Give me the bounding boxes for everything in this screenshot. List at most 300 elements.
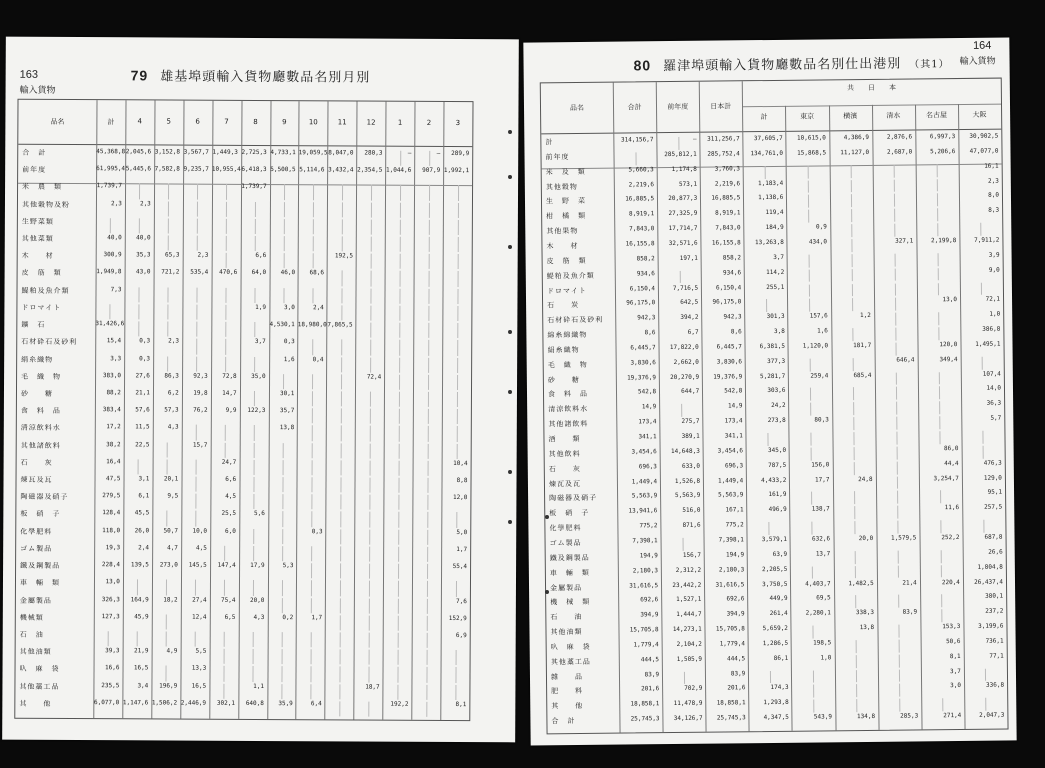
cell-value: 64,0 <box>251 269 267 277</box>
cell-value: 2,045,6 <box>125 148 152 156</box>
cell-value: 1,804,8 <box>977 563 1003 571</box>
cell-value: 68,6 <box>309 269 325 277</box>
empty-cell-mark <box>371 202 378 217</box>
cell-value: 5,0 <box>456 528 468 536</box>
empty-cell-mark <box>399 357 406 372</box>
cell-value: 26,6 <box>988 548 1003 556</box>
cell-value: 86,0 <box>943 444 959 453</box>
empty-cell-mark <box>369 581 376 596</box>
column-header: 日本計 <box>710 102 732 111</box>
table-number: 79 <box>130 67 149 84</box>
row-label: 柑 橘 類 <box>546 212 587 221</box>
table-row <box>541 133 1001 148</box>
cell-value: 45,9 <box>134 613 149 621</box>
cell-value: 273,8 <box>767 416 786 425</box>
cell-value: 10,4 <box>453 459 468 467</box>
empty-cell-mark <box>398 426 405 441</box>
cell-value: 449,9 <box>769 595 788 603</box>
empty-cell-mark <box>284 236 291 251</box>
cell-value: 10,615,0 <box>796 134 826 142</box>
empty-cell-mark <box>224 580 231 595</box>
empty-cell-mark <box>985 668 992 681</box>
cell-value: 5,3 <box>282 562 294 570</box>
empty-cell-mark <box>282 580 289 595</box>
column-header: 1 <box>397 118 403 127</box>
cell-value: 40,0 <box>136 234 151 242</box>
empty-cell-mark <box>898 595 905 608</box>
table-row <box>17 458 471 470</box>
empty-cell-mark <box>226 305 233 320</box>
empty-cell-mark <box>340 581 347 596</box>
empty-cell-mark <box>398 495 405 510</box>
empty-cell-mark <box>226 288 233 303</box>
group-header: 共 日 本 <box>846 83 897 93</box>
cell-value: 13,263,8 <box>754 238 784 247</box>
empty-cell-mark <box>168 304 175 319</box>
empty-cell-mark <box>284 202 291 217</box>
cell-value: 13,7 <box>815 550 831 558</box>
empty-cell-mark <box>809 254 816 267</box>
cell-value: 5,445,6 <box>125 165 152 173</box>
cell-value: 192,5 <box>334 252 354 260</box>
empty-cell-mark <box>340 443 347 458</box>
table-title <box>131 65 371 85</box>
cell-value: 2,104,2 <box>676 640 702 648</box>
cell-value: 692,6 <box>640 596 659 604</box>
cell-value: 6,6 <box>225 475 237 483</box>
empty-cell-mark <box>196 494 203 509</box>
column-header: 横濱 <box>843 112 858 121</box>
cell-value: 7,582,8 <box>154 165 180 173</box>
row-label: 石材砕石及砂利 <box>21 338 78 347</box>
cell-value: 14,7 <box>222 389 237 397</box>
cell-value: 542,8 <box>724 387 743 395</box>
cell-value: 1,044,6 <box>385 166 412 174</box>
row-label: 清涼飲料水 <box>548 405 589 414</box>
table-row <box>16 647 470 659</box>
cell-value: 3,7 <box>254 338 266 346</box>
row-label: 石 油 <box>550 613 583 622</box>
empty-cell-mark <box>808 195 815 208</box>
empty-cell-mark <box>225 322 232 337</box>
cell-value: 18,7 <box>365 683 380 691</box>
cell-value: 118,0 <box>102 526 121 534</box>
table-row <box>542 222 1002 237</box>
cell-value: 3,1 <box>138 475 150 483</box>
row-label: 鐵及鋼製品 <box>549 553 590 563</box>
cell-value: 338,3 <box>855 609 875 617</box>
cell-value: 96,175,0 <box>626 299 656 307</box>
empty-cell-mark <box>426 633 433 648</box>
empty-cell-mark <box>370 323 377 338</box>
empty-cell-mark <box>312 288 319 303</box>
empty-cell-mark <box>426 702 433 717</box>
empty-cell-mark <box>283 374 290 389</box>
cell-value: 120,0 <box>939 340 958 349</box>
table-row <box>546 608 1006 623</box>
empty-cell-mark <box>899 654 906 667</box>
row-label: 化學肥料 <box>20 527 53 536</box>
cell-value: 31,616,5 <box>629 581 659 589</box>
empty-cell-mark <box>226 253 233 268</box>
table-row <box>542 162 1002 177</box>
empty-cell-mark <box>398 512 405 527</box>
cell-value: 5,659,2 <box>762 624 788 633</box>
cell-value: 161,9 <box>768 491 787 499</box>
empty-cell-mark <box>313 254 320 269</box>
empty-cell-mark <box>253 546 260 561</box>
empty-cell-mark <box>939 372 946 385</box>
cell-value: 21,9 <box>134 647 149 655</box>
empty-cell-mark <box>399 392 406 407</box>
cell-value: 57,6 <box>135 406 150 414</box>
cell-value: 57,3 <box>164 406 179 414</box>
column-header: 2 <box>426 118 432 127</box>
cell-value: 942,3 <box>637 314 656 322</box>
empty-cell-mark <box>369 495 376 510</box>
empty-cell-mark <box>108 631 115 646</box>
empty-cell-mark <box>427 530 434 545</box>
table-row <box>17 389 471 401</box>
cell-value: 0,4 <box>312 355 324 363</box>
cell-value: 228,4 <box>101 561 121 569</box>
cell-value: 327,1 <box>895 237 914 245</box>
empty-cell-mark <box>899 625 906 638</box>
section-label: 輸入貨物 <box>959 56 996 67</box>
cell-value: 1,526,8 <box>674 477 701 485</box>
cell-value: 50,7 <box>163 527 179 535</box>
empty-cell-mark <box>852 239 859 252</box>
empty-cell-mark <box>856 670 863 683</box>
row-label: 其他穀物及粉 <box>21 200 70 209</box>
row-label: 木 材 <box>546 241 579 251</box>
empty-cell-mark <box>684 671 691 684</box>
empty-cell-mark <box>981 223 988 236</box>
cell-value: 13,0 <box>105 578 120 586</box>
empty-cell-mark <box>282 632 289 647</box>
table-row <box>542 207 1002 222</box>
row-label: 砂 糖 <box>547 375 580 384</box>
cell-value: 687,8 <box>984 533 1003 541</box>
empty-cell-mark <box>896 387 903 400</box>
table-title <box>633 52 949 74</box>
cell-value: 32,571,6 <box>668 239 698 247</box>
cell-value: 6,9 <box>455 631 467 640</box>
cell-value: 20,1 <box>163 475 179 483</box>
cell-value: 702,9 <box>684 685 703 693</box>
empty-cell-mark <box>898 521 905 534</box>
cell-value: 16,4 <box>106 458 121 466</box>
cell-value: 6,4 <box>310 700 322 708</box>
cell-value: 255,1 <box>766 283 785 291</box>
cell-value: 3,7 <box>949 667 961 675</box>
empty-cell-mark <box>397 633 404 648</box>
cell-value: 2,3 <box>987 177 999 185</box>
empty-cell-mark <box>456 426 463 441</box>
empty-cell-mark <box>196 356 203 371</box>
cell-value: 4,433,2 <box>761 476 787 484</box>
column-header: 10 <box>308 118 318 127</box>
empty-cell-mark <box>897 461 904 474</box>
empty-cell-mark <box>371 219 378 234</box>
row-label: 其他菜類 <box>21 234 54 243</box>
empty-cell-mark <box>426 650 433 665</box>
cell-value: 15,705,8 <box>715 625 745 633</box>
cell-value: 1,949,8 <box>96 268 122 276</box>
cell-value: 2,354,5 <box>357 166 383 174</box>
binding-hole <box>508 390 512 394</box>
table-row <box>545 504 1005 519</box>
cell-value: 22,5 <box>135 440 150 449</box>
cell-value: 1,7 <box>311 613 323 622</box>
cell-value: 8,1 <box>455 700 467 708</box>
empty-cell-mark <box>894 224 901 237</box>
empty-cell-mark <box>851 194 858 207</box>
column-header: 7 <box>224 117 229 126</box>
cell-value: 4,386,9 <box>843 133 870 142</box>
row-label: 前年度 <box>22 165 47 175</box>
empty-cell-mark <box>813 670 820 683</box>
empty-cell-mark <box>426 616 433 631</box>
empty-cell-mark <box>254 322 261 337</box>
table-number: 80 <box>633 57 652 74</box>
empty-cell-mark <box>166 614 173 629</box>
cell-value: 2,3 <box>111 199 122 207</box>
empty-cell-mark <box>457 289 464 304</box>
empty-cell-mark <box>139 184 146 199</box>
empty-cell-mark <box>457 323 464 338</box>
cell-value: 5,114,6 <box>299 166 325 174</box>
empty-cell-mark <box>894 164 901 177</box>
cell-value: 2,219,6 <box>714 179 741 188</box>
cell-value: 3,454,6 <box>717 447 743 455</box>
cell-value: 4,3 <box>167 423 179 431</box>
cell-value: 2,4 <box>138 544 150 552</box>
empty-cell-mark <box>428 340 435 355</box>
table-row <box>546 533 1006 548</box>
empty-cell-mark <box>853 387 860 400</box>
empty-cell-mark <box>983 446 990 459</box>
empty-cell-mark <box>137 631 144 646</box>
empty-cell-mark <box>311 563 318 578</box>
empty-cell-mark <box>370 305 377 320</box>
cell-value: 1,992,1 <box>443 167 470 175</box>
cell-value: 198,5 <box>813 639 832 647</box>
cell-value: 3,830,6 <box>630 358 656 367</box>
row-label: 皮 筋 類 <box>21 269 62 278</box>
cell-value: 5,206,6 <box>930 147 956 156</box>
empty-cell-mark <box>894 194 901 207</box>
cell-value: 26,437,4 <box>974 578 1004 586</box>
empty-cell-mark <box>428 392 435 407</box>
column-header: 前年度 <box>667 102 689 112</box>
page-number: 163 <box>19 68 39 81</box>
cell-value: 4,7 <box>167 544 178 552</box>
row-label: 砂 糖 <box>20 389 53 398</box>
table-row <box>17 354 471 366</box>
cell-value: 5,6 <box>254 510 265 518</box>
cell-value: 34,126,7 <box>673 714 703 723</box>
empty-cell-mark <box>899 669 906 682</box>
empty-cell-mark <box>427 409 434 424</box>
cell-value: 95,1 <box>987 488 1003 497</box>
empty-cell-mark <box>941 520 948 533</box>
cell-value: 20,877,3 <box>668 195 698 203</box>
cell-value: 18,858,1 <box>716 699 746 707</box>
row-label: 其他藁工品 <box>550 657 591 667</box>
cell-value: 1,449,3 <box>212 148 238 156</box>
cell-value: 10,0 <box>192 527 207 535</box>
empty-cell-mark <box>340 460 347 475</box>
empty-cell-mark <box>398 547 405 562</box>
cell-value: 7,843,0 <box>715 224 741 232</box>
empty-cell-mark <box>810 358 817 371</box>
cell-value: 3,0 <box>950 682 962 690</box>
empty-cell-mark <box>938 253 945 266</box>
cell-value: 2,312,2 <box>675 566 702 574</box>
empty-cell-mark <box>369 546 376 561</box>
cell-value: 9,0 <box>988 266 1000 274</box>
cell-value: 14,9 <box>641 403 657 411</box>
cell-value: 40,0 <box>107 234 122 242</box>
row-label: 生 野 菜 <box>545 197 587 206</box>
table-row <box>543 311 1003 326</box>
section-label: 輸入貨物 <box>19 85 56 96</box>
empty-cell-mark <box>457 306 464 321</box>
empty-cell-mark <box>398 564 405 579</box>
empty-cell-mark <box>765 166 772 179</box>
empty-cell-mark <box>369 529 376 544</box>
row-label: 雜 品 <box>550 672 584 681</box>
empty-cell-mark <box>341 391 348 406</box>
cell-value: 235,5 <box>101 681 120 689</box>
table-row <box>541 147 1001 162</box>
cell-value: 17,822,0 <box>669 343 699 351</box>
cell-value: 201,6 <box>727 684 746 692</box>
column-header: 計 <box>760 113 768 122</box>
cell-value: 114,2 <box>766 268 785 276</box>
cell-value: 8,8 <box>456 477 468 485</box>
empty-cell-mark <box>399 271 406 286</box>
empty-cell-mark <box>894 179 901 192</box>
cell-value: 75,4 <box>221 596 236 604</box>
table-title-text: 羅津埠頭輸入貨物廳數品名別仕出港別 <box>663 56 902 75</box>
empty-cell-mark <box>897 476 904 489</box>
cell-value: 394,9 <box>726 610 745 618</box>
empty-cell-mark <box>311 632 318 647</box>
empty-cell-mark <box>255 219 262 234</box>
cell-value: 16,155,8 <box>625 240 655 248</box>
empty-cell-mark <box>197 236 204 251</box>
cell-value: 0,9 <box>815 223 827 231</box>
empty-cell-mark <box>457 358 464 373</box>
empty-cell-mark <box>855 595 862 608</box>
empty-cell-mark <box>282 598 289 613</box>
binding-hole <box>508 175 512 179</box>
cell-value: 11,6 <box>944 504 960 512</box>
empty-cell-mark <box>456 512 463 527</box>
cell-value: 5,563,9 <box>631 492 658 500</box>
empty-cell-mark <box>679 271 686 284</box>
table-row <box>546 563 1006 578</box>
empty-cell-mark <box>897 446 904 459</box>
empty-cell-mark <box>399 254 406 269</box>
cell-value: 2,180,3 <box>718 565 745 574</box>
cell-value: 3,432,4 <box>328 166 354 174</box>
empty-cell-mark <box>853 417 860 430</box>
cell-value: 72,1 <box>985 295 1001 304</box>
cell-value: 194,9 <box>639 551 658 560</box>
empty-cell-mark <box>310 667 317 682</box>
empty-cell-mark <box>168 201 175 216</box>
cell-value: 1,579,5 <box>890 534 917 542</box>
empty-cell-mark <box>428 289 435 304</box>
cell-value: 1,1 <box>253 682 264 690</box>
column-header: 品名 <box>50 117 65 126</box>
cell-value: 2,446,9 <box>180 699 207 707</box>
empty-cell-mark <box>197 287 204 302</box>
empty-cell-mark <box>168 322 175 337</box>
empty-cell-mark <box>896 417 903 430</box>
cell-value: 65,3 <box>164 251 180 259</box>
cell-value: 167,1 <box>725 506 744 514</box>
table-row <box>545 474 1005 489</box>
empty-cell-mark <box>370 409 377 424</box>
row-label: 其他諸飲料 <box>548 420 589 429</box>
cell-value: 122,3 <box>247 407 266 415</box>
empty-cell-mark <box>197 201 204 216</box>
cell-value: 542,8 <box>638 388 657 396</box>
cell-value: 20,270,9 <box>670 373 700 381</box>
column-header: 品名 <box>569 103 585 113</box>
empty-cell-mark <box>852 298 859 311</box>
empty-cell-mark <box>811 492 818 505</box>
cell-value: 3,567,7 <box>183 148 209 156</box>
cell-value: 7,865,5 <box>327 321 353 329</box>
empty-cell-mark <box>854 447 861 460</box>
table-title-suffix: （其1） <box>909 59 950 71</box>
cell-value: 907,9 <box>422 167 441 175</box>
row-label: 毛 織 物 <box>21 372 62 381</box>
empty-cell-mark <box>809 284 816 297</box>
empty-cell-mark <box>282 529 289 544</box>
empty-cell-mark <box>342 202 349 217</box>
empty-cell-mark <box>342 236 349 251</box>
cell-value: 1,183,4 <box>757 179 784 187</box>
cell-value: 156,7 <box>682 551 701 559</box>
empty-cell-mark <box>255 288 262 303</box>
empty-cell-mark <box>313 219 320 234</box>
cell-value: 6,1 <box>138 492 150 500</box>
row-label: 叺 麻 袋 <box>550 642 591 652</box>
table-row <box>544 400 1004 415</box>
table-row <box>544 355 1004 370</box>
cell-value: 5,281,7 <box>759 372 786 380</box>
empty-cell-mark <box>340 495 347 510</box>
cell-value: 1,449,4 <box>631 477 658 485</box>
empty-cell-mark <box>368 650 375 665</box>
empty-cell-mark <box>369 598 376 613</box>
cell-value: 389,1 <box>681 432 700 440</box>
table-row <box>545 489 1005 504</box>
empty-cell-mark <box>340 563 347 578</box>
cell-value: 107,4 <box>982 370 1001 378</box>
empty-cell-mark <box>937 194 944 207</box>
cell-value: 736,1 <box>985 637 1004 645</box>
cell-value: 173,4 <box>638 418 657 426</box>
empty-cell-mark <box>369 460 376 475</box>
cell-value: 3,830,6 <box>716 358 743 366</box>
